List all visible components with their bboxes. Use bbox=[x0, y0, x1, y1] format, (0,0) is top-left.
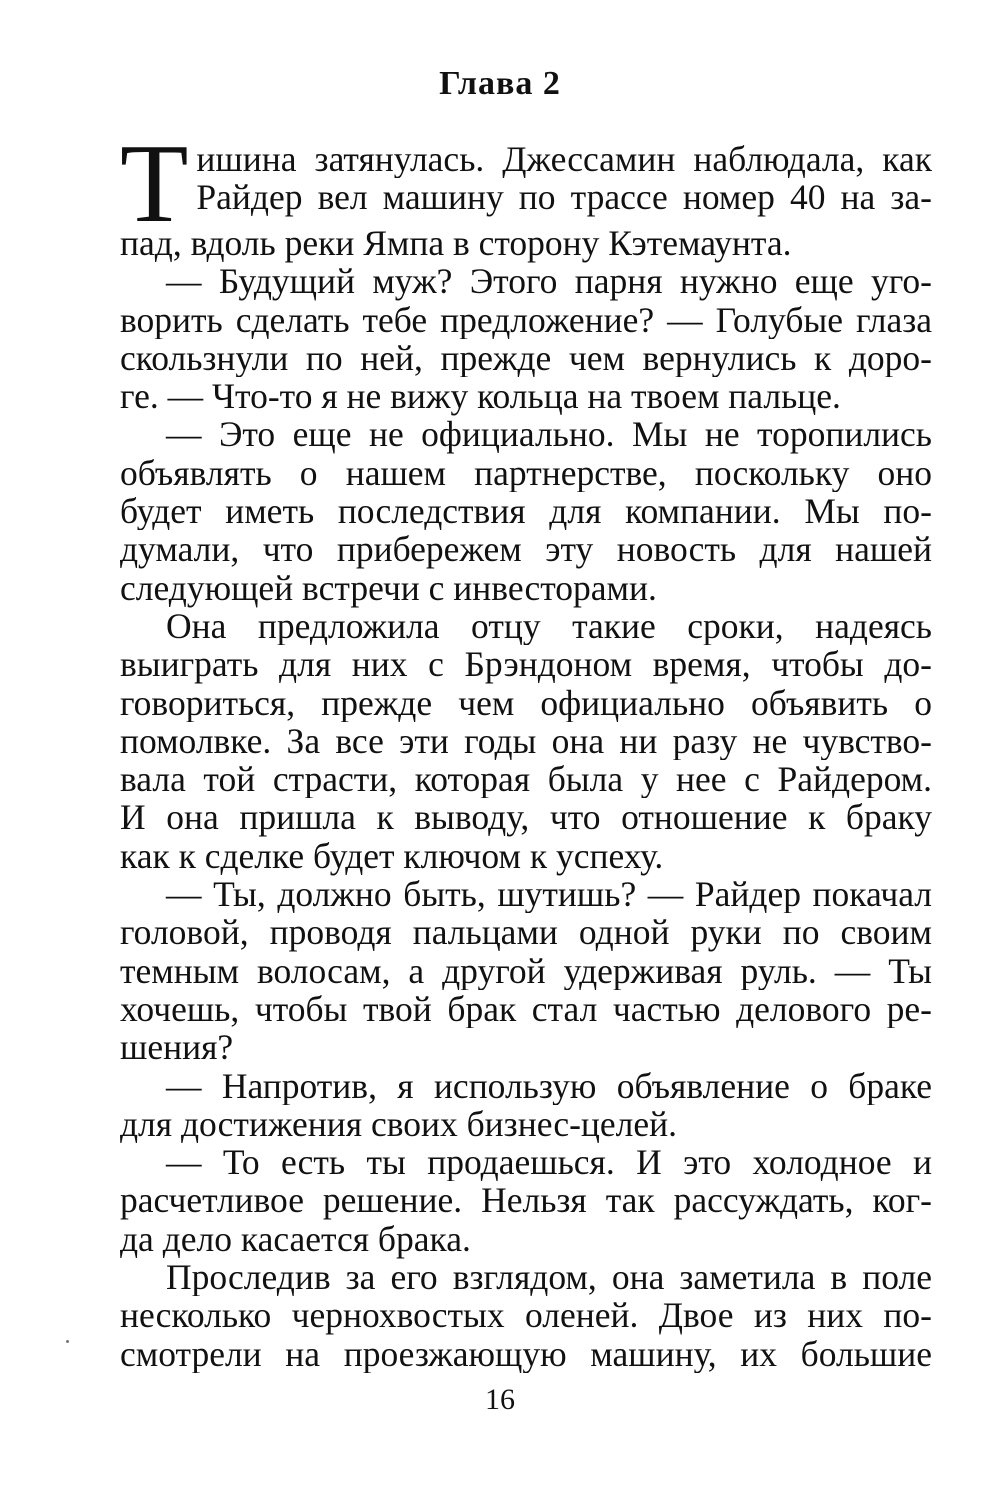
scan-speck bbox=[66, 1340, 69, 1343]
paragraph-6 bbox=[120, 1067, 932, 1144]
text-line: ишина затянулась. Джессамин наблюдала, как bbox=[196, 140, 932, 179]
text-line: несколько чернохвостых оленей. Двое из них по- bbox=[120, 1296, 932, 1335]
text-line: Она предложила отцу такие сроки, надеясь bbox=[166, 606, 932, 646]
text-line: И она пришла к выводу, что отношение к браку bbox=[120, 798, 932, 837]
text-line: темным волосам, а другой удерживая руль. — Ты bbox=[120, 951, 932, 990]
paragraph-7 bbox=[120, 1143, 932, 1258]
text-line: — Напротив, я использую объявление о браке bbox=[166, 1066, 932, 1105]
drop-cap: Т bbox=[120, 122, 189, 246]
text-line: смотрели на проезжающую машину, их большие bbox=[120, 1334, 932, 1373]
text-line: следующей встречи с инвесторами. bbox=[120, 567, 657, 608]
text-line: думали, что прибережем эту новость для нашей bbox=[120, 530, 932, 569]
text-line: ге. — Что-то я не вижу кольца на твоем пальце. bbox=[120, 376, 841, 417]
page-number: 16 bbox=[485, 1383, 515, 1416]
text-line: как к сделке будет ключом к успеху. bbox=[120, 835, 664, 876]
text-line: — Это еще не официально. Мы не торопились bbox=[166, 415, 932, 454]
text-line: расчетливое решение. Нельзя так рассуждать, ког- bbox=[120, 1181, 932, 1220]
text-line: головой, проводя пальцами одной руки по своим bbox=[120, 913, 932, 952]
text-line: говориться, прежде чем официально объявить о bbox=[120, 683, 932, 722]
text-line: — Будущий муж? Этого парня нужно еще уго- bbox=[166, 262, 932, 301]
paragraph-4 bbox=[120, 607, 932, 875]
paragraph-1 bbox=[120, 122, 932, 263]
body-text bbox=[120, 122, 932, 1373]
text-line: пад, вдоль реки Ямпа в сторону Кэтемаунта. bbox=[120, 223, 792, 263]
paragraph-8 bbox=[120, 1258, 932, 1373]
text-line: объявлять о нашем партнерстве, поскольку оно bbox=[120, 453, 932, 493]
chapter-title: Глава 2 bbox=[439, 65, 561, 102]
text-line: выиграть для них с Брэндоном время, чтобы до- bbox=[120, 645, 932, 684]
text-line: скользнули по ней, прежде чем вернулись к доро- bbox=[120, 338, 932, 378]
text-line: будет иметь последствия для компании. Мы по- bbox=[120, 492, 932, 531]
paragraph-2 bbox=[120, 262, 932, 415]
text-line: вала той страсти, которая была у нее с Райдером. bbox=[120, 760, 932, 799]
text-line: — То есть ты продаешься. И это холодное и bbox=[166, 1143, 932, 1182]
text-line: ворить сделать тебе предложение? — Голубые глаза bbox=[120, 300, 932, 339]
text-line: Райдер вел машину по трассе номер 40 на за- bbox=[196, 178, 932, 217]
paragraph-3 bbox=[120, 415, 932, 606]
text-line: да дело касается брака. bbox=[120, 1218, 471, 1259]
text-line: хочешь, чтобы твой брак стал частью делового ре- bbox=[120, 989, 932, 1029]
text-line: для достижения своих бизнес-целей. bbox=[120, 1103, 678, 1144]
paragraph-5 bbox=[120, 875, 932, 1066]
text-line: помолвке. За все эти годы она ни разу не чувство- bbox=[120, 721, 932, 761]
text-line: шения? bbox=[120, 1027, 234, 1068]
text-line: Проследив за его взглядом, она заметила в поле bbox=[166, 1258, 932, 1297]
text-line: — Ты, должно быть, шутишь? — Райдер покачал bbox=[166, 875, 932, 914]
